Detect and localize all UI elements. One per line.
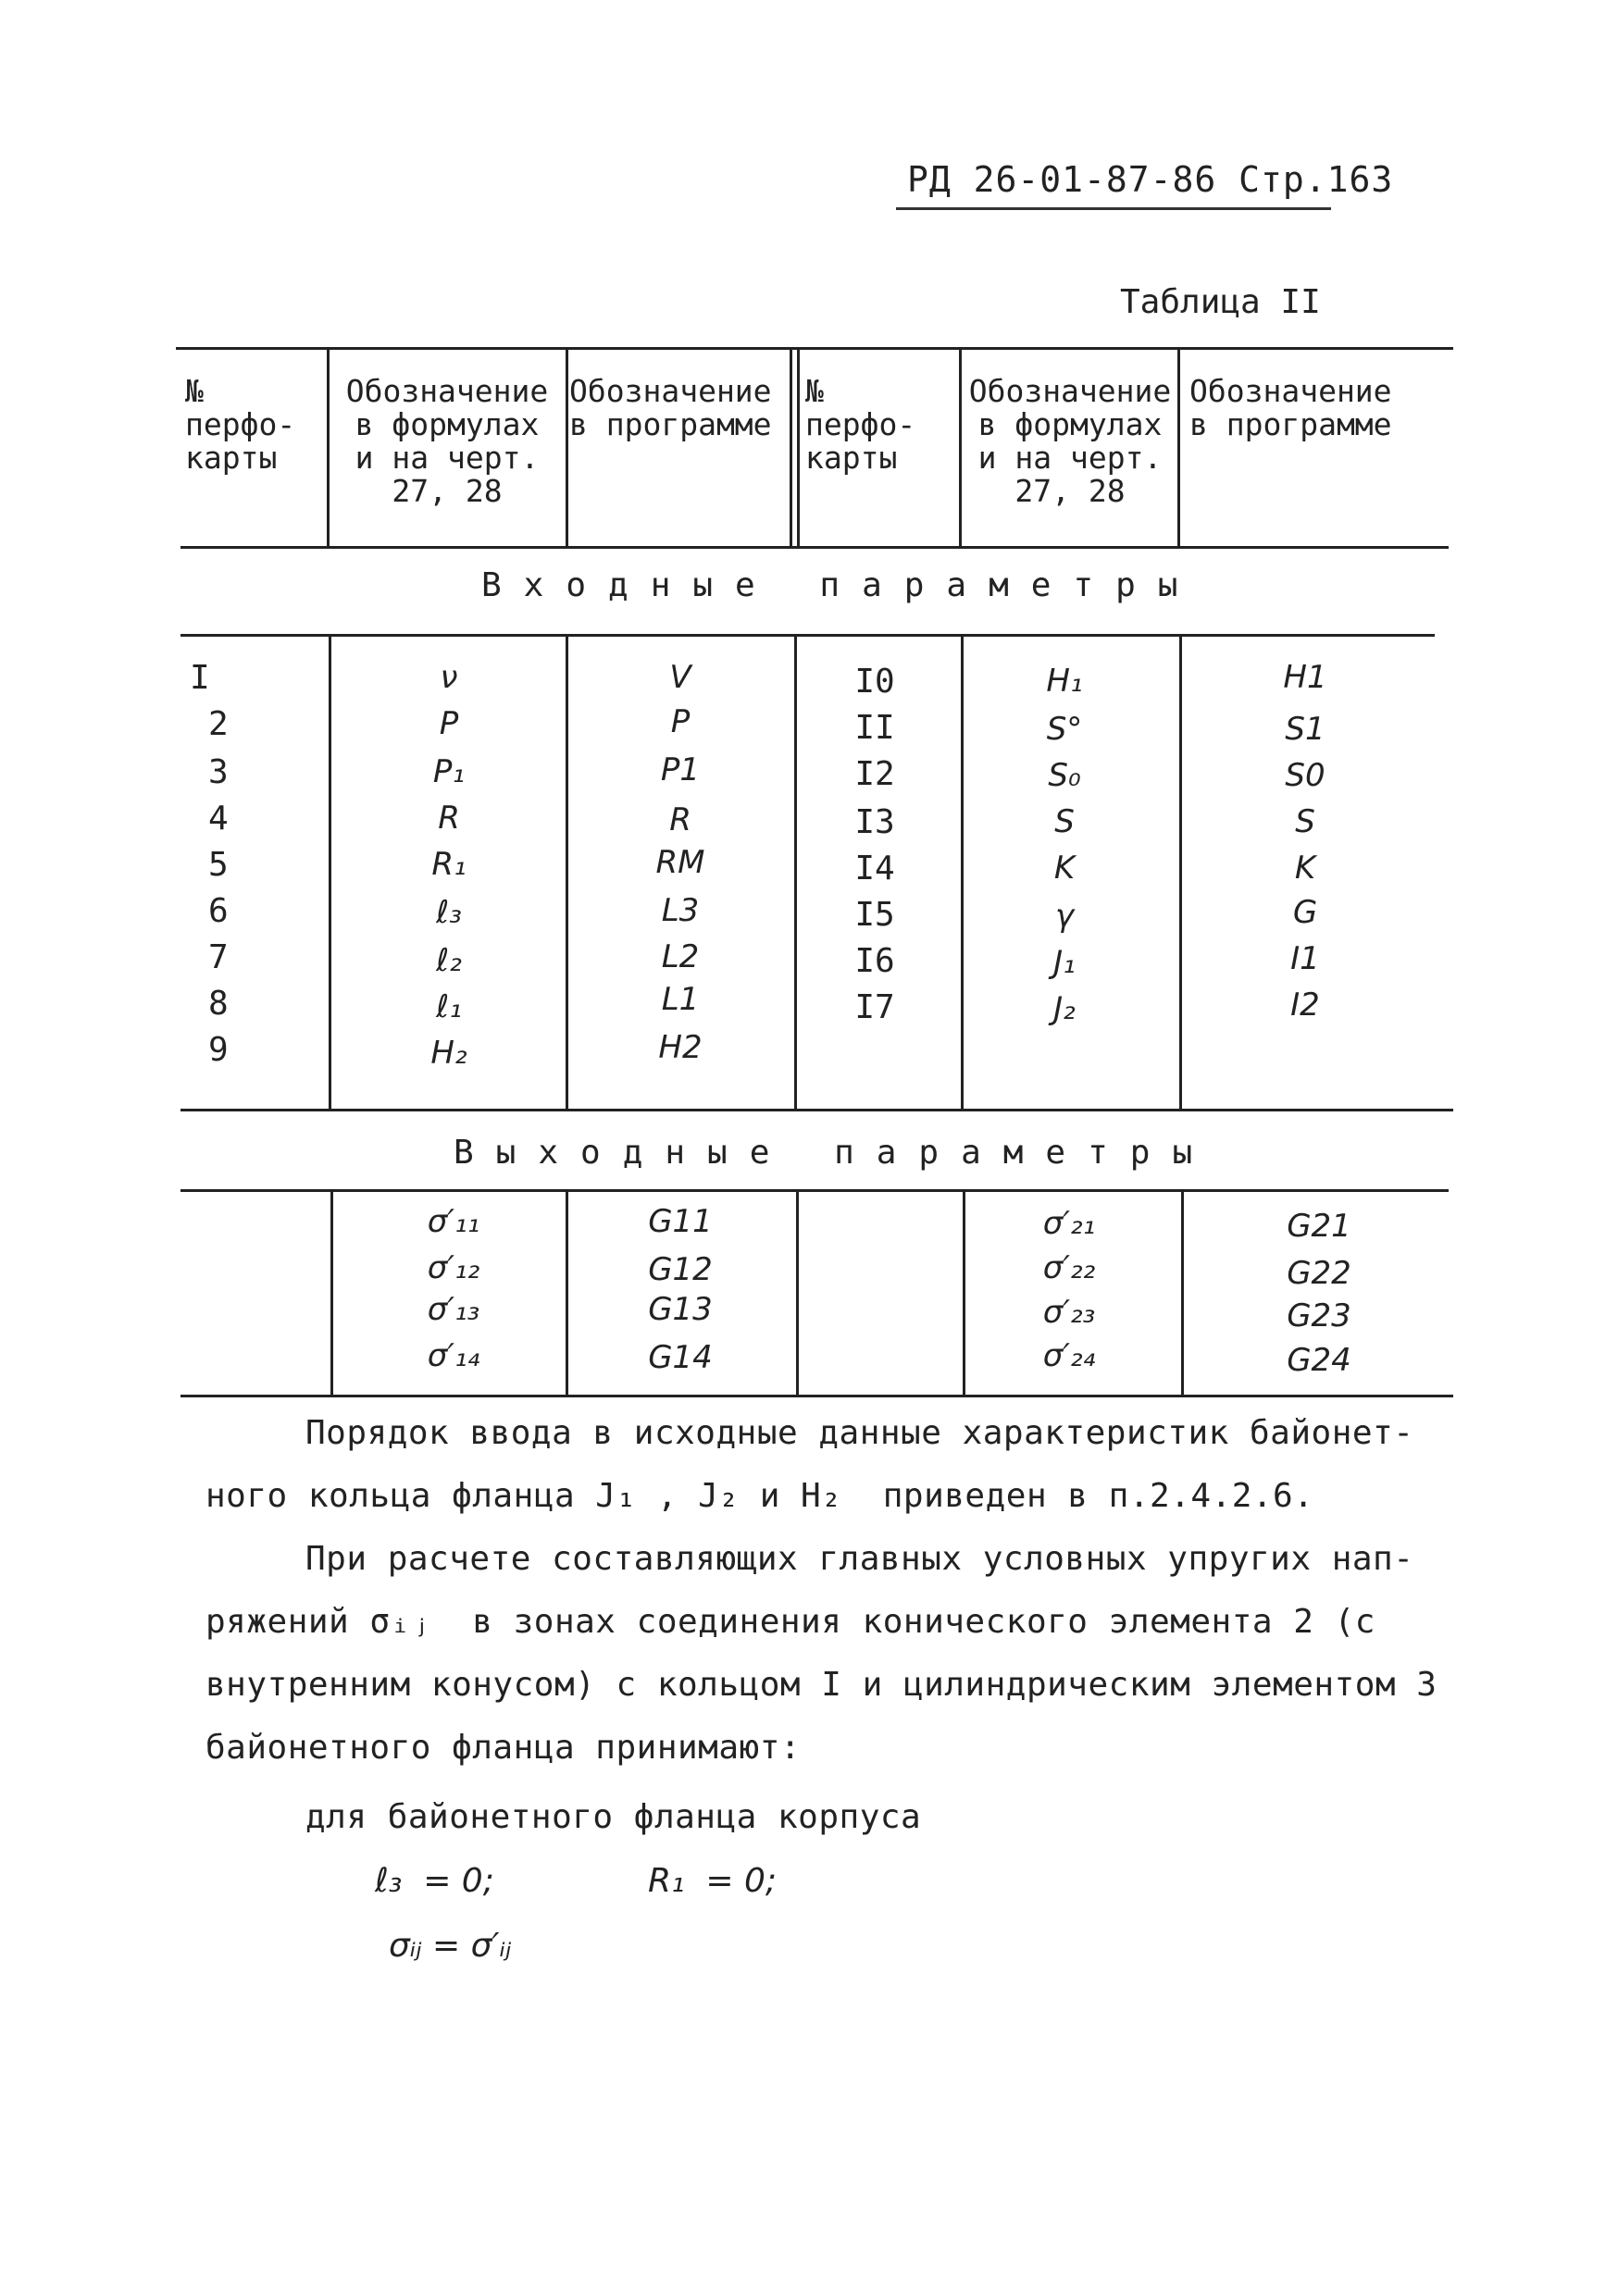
- formula-symbol: ℓ₃: [436, 894, 462, 931]
- col-divider: [566, 347, 568, 546]
- col-divider: [790, 347, 792, 546]
- program-symbol: K: [1294, 850, 1316, 887]
- program-symbol: G: [1292, 894, 1318, 931]
- formula-symbol: S₀: [1048, 757, 1081, 794]
- col-divider: [566, 1189, 568, 1395]
- card-number: I4: [854, 850, 895, 887]
- program-symbol: RM: [655, 844, 705, 881]
- formula-symbol: K: [1053, 850, 1076, 887]
- table-top-rule: [176, 347, 1453, 350]
- formula-symbol: σ′₁₃: [427, 1291, 480, 1328]
- card-number: I3: [854, 803, 895, 841]
- program-symbol: L3: [661, 892, 700, 929]
- program-symbol: G24: [1287, 1342, 1351, 1379]
- output-parameters-title: Выходные параметры: [454, 1134, 1215, 1172]
- card-number: 3: [208, 753, 229, 791]
- table-bottom-rule: [180, 1395, 1453, 1397]
- program-symbol: H2: [658, 1029, 703, 1066]
- col-divider: [961, 634, 964, 1109]
- formula-symbol: σ′₂₂: [1042, 1249, 1096, 1286]
- card-number: 9: [208, 1031, 229, 1069]
- header-bottom-rule: [180, 546, 1449, 549]
- formula-symbol: R: [438, 800, 460, 837]
- program-symbol: I1: [1290, 940, 1320, 977]
- input-section-rule: [180, 634, 1435, 637]
- paragraph-line: внутренним конусом) с кольцом I и цилиндрическим элементом 3: [205, 1666, 1438, 1704]
- formula-symbol: ℓ₂: [436, 942, 462, 979]
- program-symbol: G22: [1287, 1255, 1351, 1292]
- table-title: Таблица II: [1120, 283, 1321, 321]
- program-symbol: P1: [660, 751, 701, 788]
- formula-symbol: σ′₁₂: [427, 1249, 480, 1286]
- paragraph-line: для байонетного фланца корпуса: [305, 1798, 922, 1836]
- paragraph-line: Порядок ввода в исходные данные характеристик байонет-: [305, 1414, 1414, 1452]
- formula-symbol: H₂: [430, 1035, 467, 1072]
- card-number: I0: [854, 663, 895, 701]
- program-symbol: S1: [1285, 711, 1326, 748]
- card-number: 6: [208, 892, 229, 930]
- formula-symbol: R₁: [431, 846, 467, 883]
- card-number: II: [854, 709, 895, 747]
- program-symbol: I2: [1290, 987, 1320, 1024]
- col-header-program-symbol: Обозначение в программе: [569, 373, 772, 442]
- formula-line: R₁ = 0;: [648, 1862, 777, 1900]
- program-symbol: H1: [1283, 659, 1327, 696]
- formula-symbol: P: [439, 705, 459, 742]
- formula-symbol: S°: [1046, 711, 1083, 748]
- col-divider: [327, 347, 330, 546]
- program-symbol: G21: [1287, 1208, 1351, 1245]
- card-number: I6: [854, 942, 895, 980]
- program-symbol: V: [669, 659, 691, 696]
- col-header-card-no: № перфо- карты: [805, 373, 916, 476]
- card-number: 5: [208, 846, 229, 884]
- formula-symbol: σ′₂₃: [1042, 1294, 1096, 1331]
- paragraph-line: байонетного фланца принимают:: [205, 1729, 802, 1767]
- formula-symbol: J₂: [1053, 990, 1076, 1027]
- program-symbol: S0: [1285, 757, 1326, 794]
- program-symbol: P: [670, 703, 691, 740]
- formula-line: ℓ₃ = 0;: [375, 1862, 494, 1900]
- col-divider: [566, 634, 568, 1109]
- col-header-program-symbol: Обозначение в программе: [1189, 373, 1392, 442]
- program-symbol: G12: [648, 1251, 713, 1288]
- paragraph-line: ного кольца фланца J₁ , J₂ и H₂ приведен в п.2.4.2.6.: [205, 1477, 1314, 1515]
- col-divider: [797, 347, 800, 546]
- formula-symbol: σ′₁₄: [427, 1337, 480, 1374]
- program-symbol: R: [669, 801, 691, 838]
- paragraph-line: ряжений σᵢⱼ в зонах соединения конического элемента 2 (с: [205, 1603, 1375, 1641]
- input-end-rule: [180, 1109, 1453, 1111]
- formula-symbol: σ′₂₄: [1042, 1337, 1096, 1374]
- page-header: РД 26-01-87-86 Стр.163: [907, 159, 1394, 200]
- program-symbol: G13: [648, 1291, 713, 1328]
- formula-symbol: σ′₁₁: [427, 1203, 480, 1240]
- card-number: I5: [854, 896, 895, 934]
- col-divider: [794, 634, 797, 1109]
- col-divider: [330, 1189, 333, 1395]
- col-divider: [329, 634, 331, 1109]
- output-section-rule: [180, 1189, 1449, 1192]
- card-number: I2: [854, 755, 895, 793]
- card-number: I7: [854, 988, 895, 1026]
- program-symbol: S: [1295, 803, 1315, 840]
- formula-symbol: H₁: [1046, 663, 1083, 700]
- program-symbol: L1: [661, 981, 700, 1018]
- paragraph-line: При расчете составляющих главных условных упругих нап-: [305, 1540, 1414, 1578]
- col-header-card-no: № перфо- карты: [185, 373, 296, 476]
- card-number: 4: [208, 800, 229, 838]
- formula-symbol: J₁: [1053, 944, 1076, 981]
- formula-symbol: ℓ₁: [436, 988, 462, 1025]
- card-number: 2: [208, 705, 229, 743]
- col-header-formula-symbol: Обозначение в формулах и на черт. 27, 28: [345, 373, 549, 509]
- formula-line: σᵢⱼ = σ′ᵢⱼ: [389, 1927, 512, 1965]
- col-divider: [1179, 634, 1182, 1109]
- col-divider: [963, 1189, 965, 1395]
- program-symbol: G14: [648, 1339, 713, 1376]
- input-parameters-title: Входные параметры: [481, 566, 1201, 604]
- formula-symbol: γ: [1054, 898, 1075, 935]
- card-number: 7: [208, 938, 229, 976]
- card-number: 8: [208, 985, 229, 1023]
- col-divider: [796, 1189, 799, 1395]
- program-symbol: G11: [648, 1203, 713, 1240]
- col-header-formula-symbol: Обозначение в формулах и на черт. 27, 28: [968, 373, 1172, 509]
- formula-symbol: σ′₂₁: [1042, 1205, 1096, 1242]
- formula-symbol: ν: [440, 659, 458, 696]
- formula-symbol: S: [1054, 803, 1075, 840]
- program-symbol: G23: [1287, 1297, 1351, 1334]
- formula-symbol: P₁: [432, 753, 466, 790]
- header-underline: [896, 207, 1331, 210]
- program-symbol: L2: [661, 938, 700, 975]
- col-divider: [1181, 1189, 1184, 1395]
- card-number: I: [190, 659, 210, 697]
